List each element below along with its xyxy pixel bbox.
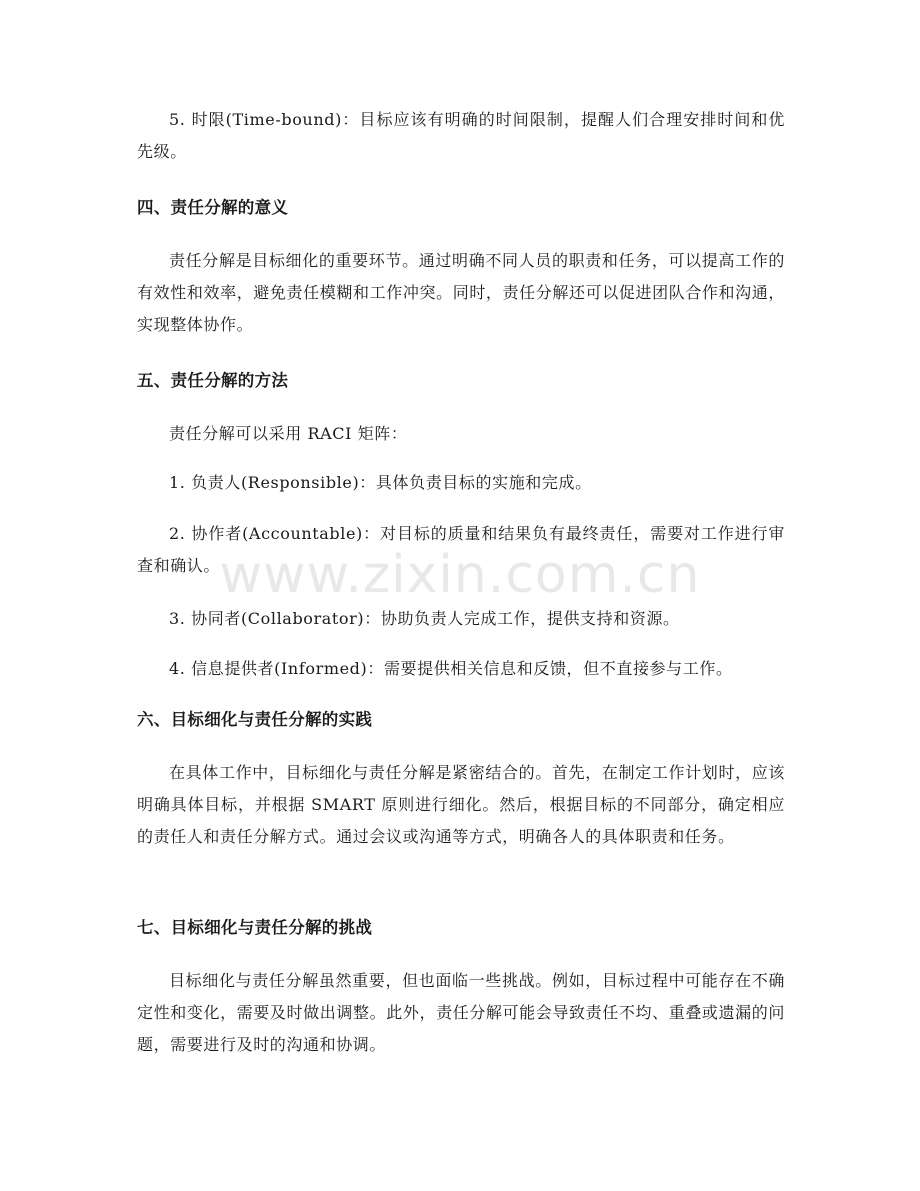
heading-section-5: 五、责任分解的方法 [137, 371, 289, 390]
watermark: www.zixin.com.cn [219, 545, 701, 605]
paragraph-practice: 在具体工作中，目标细化与责任分解是紧密结合的。首先，在制定工作计划时，应该明确具体目标，并根据 SMART 原则进行细化。然后，根据目标的不同部分，确定相应的责任人和责任分解方式。通过会议或沟通等方式，明确各人的具体职责和任务。 [137, 763, 785, 846]
list-item-informed: 4. 信息提供者(Informed)：需要提供相关信息和反馈，但不直接参与工作。 [169, 659, 733, 678]
paragraph-responsibility-meaning: 责任分解是目标细化的重要环节。通过明确不同人员的职责和任务，可以提高工作的有效性和效率，避免责任模糊和工作冲突。同时，责任分解还可以促进团队合作和沟通，实现整体协作。 [137, 251, 785, 334]
paragraph-challenges: 目标细化与责任分解虽然重要，但也面临一些挑战。例如，目标过程中可能存在不确定性和变化，需要及时做出调整。此外，责任分解可能会导致责任不均、重叠或遗漏的问题，需要进行及时的沟通和协调。 [137, 971, 785, 1054]
list-item-collaborator: 3. 协同者(Collaborator)：协助负责人完成工作，提供支持和资源。 [169, 609, 680, 628]
list-item-accountable: 2. 协作者(Accountable)：对目标的质量和结果负有最终责任，需要对工作进行审查和确认。 [137, 524, 785, 575]
paragraph-time-bound: 5. 时限(Time-bound)：目标应该有明确的时间限制，提醒人们合理安排时间和优先级。 [137, 110, 785, 161]
list-item-responsible: 1. 负责人(Responsible)：具体负责目标的实施和完成。 [169, 473, 592, 492]
heading-section-6: 六、目标细化与责任分解的实践 [137, 710, 373, 729]
paragraph-raci-intro: 责任分解可以采用 RACI 矩阵： [169, 424, 408, 443]
heading-section-4: 四、责任分解的意义 [137, 198, 289, 217]
heading-section-7: 七、目标细化与责任分解的挑战 [137, 918, 373, 937]
